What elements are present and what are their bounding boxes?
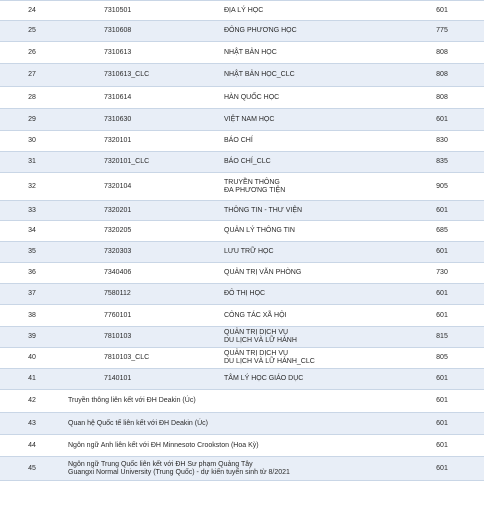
row-number — [0, 242, 64, 263]
major-code — [64, 152, 216, 173]
table-row — [0, 348, 484, 369]
score — [400, 221, 484, 242]
row-number — [0, 413, 64, 435]
row-number-text: 38 — [28, 311, 36, 319]
table-row — [0, 1, 484, 21]
major-name-text: VIỆT NAM HỌC — [224, 115, 275, 123]
major-name — [216, 305, 400, 327]
major-code-text: 7140101 — [104, 375, 132, 382]
major-code-text: 7320303 — [104, 248, 132, 255]
program-name-text: Quan hệ Quốc tế liên kết với ĐH Deakin (Úc) — [68, 419, 208, 427]
major-code-text: 7320101_CLC — [104, 158, 150, 165]
row-number-text: 28 — [28, 93, 36, 101]
major-code — [64, 109, 216, 131]
major-name — [216, 263, 400, 284]
major-name — [216, 131, 400, 152]
row-number-text: 43 — [28, 419, 36, 427]
row-number — [0, 64, 64, 87]
major-code — [64, 173, 216, 201]
major-name-text: THÔNG TIN - THƯ VIỆN — [224, 206, 303, 214]
major-code-text: 7810103 — [104, 333, 132, 340]
major-name-text: BÁO CHÍ_CLC — [224, 158, 271, 165]
major-code — [64, 87, 216, 109]
major-name-text: ĐA PHƯƠNG TIỆN — [224, 186, 286, 194]
major-name — [216, 42, 400, 64]
score — [400, 348, 484, 369]
row-number — [0, 435, 64, 457]
major-code — [64, 221, 216, 242]
row-number-text: 34 — [28, 227, 36, 234]
major-name — [216, 348, 400, 369]
row-number-text: 40 — [28, 354, 36, 361]
row-number — [0, 152, 64, 173]
major-code — [64, 369, 216, 390]
table-row — [0, 305, 484, 327]
row-number-text: 27 — [28, 71, 36, 78]
table-row — [0, 201, 484, 221]
program-name — [64, 390, 400, 413]
score — [400, 201, 484, 221]
score — [400, 21, 484, 42]
score-text: 685 — [436, 227, 448, 234]
major-name — [216, 152, 400, 173]
score — [400, 1, 484, 21]
major-code — [64, 201, 216, 221]
row-number-text: 30 — [28, 137, 36, 144]
major-name — [216, 201, 400, 221]
score-text: 601 — [436, 115, 448, 123]
row-number-text: 35 — [28, 248, 36, 255]
score-text: 601 — [436, 441, 448, 449]
major-code — [64, 131, 216, 152]
score — [400, 131, 484, 152]
row-number — [0, 109, 64, 131]
score — [400, 457, 484, 481]
major-name — [216, 221, 400, 242]
score — [400, 305, 484, 327]
score — [400, 327, 484, 348]
table-row — [0, 413, 484, 435]
row-number — [0, 457, 64, 481]
score-text: 601 — [436, 464, 448, 472]
table-row — [0, 42, 484, 64]
score-text: 601 — [436, 311, 448, 319]
score-text: 830 — [436, 137, 448, 144]
row-number-text: 44 — [28, 441, 36, 449]
major-code-text: 7310501 — [104, 6, 132, 14]
program-name-text: Guangxi Normal University (Trung Quốc) - dự kiến tuyển sinh từ 8/2021 — [68, 468, 290, 476]
score — [400, 64, 484, 87]
major-name-text: BÁO CHÍ — [224, 137, 253, 144]
major-code-text: 7810103_CLC — [104, 354, 150, 361]
table-row — [0, 21, 484, 42]
program-name-text: Ngôn ngữ Anh liên kết với ĐH Minnesoto Crookston (Hoa Kỳ) — [68, 441, 259, 449]
score — [400, 173, 484, 201]
score-text: 601 — [436, 6, 448, 14]
row-number — [0, 42, 64, 64]
major-code — [64, 21, 216, 42]
major-code-text: 7310614 — [104, 93, 132, 101]
table-row — [0, 390, 484, 413]
row-number — [0, 369, 64, 390]
score — [400, 413, 484, 435]
major-code — [64, 348, 216, 369]
row-number-text: 31 — [28, 158, 36, 165]
table-row — [0, 109, 484, 131]
table-row — [0, 221, 484, 242]
major-name-text: QUẢN LÝ THÔNG TIN — [224, 227, 295, 234]
row-number — [0, 1, 64, 21]
score-text: 805 — [436, 354, 448, 361]
row-number-text: 33 — [28, 206, 36, 214]
major-code-text: 7310613 — [104, 48, 132, 56]
major-code — [64, 242, 216, 263]
major-name — [216, 87, 400, 109]
row-number — [0, 348, 64, 369]
major-name — [216, 21, 400, 42]
major-code — [64, 305, 216, 327]
major-code-text: 7340406 — [104, 269, 132, 276]
major-code-text: 7320104 — [104, 182, 132, 190]
score-text: 730 — [436, 269, 448, 276]
major-name — [216, 109, 400, 131]
score-text: 808 — [436, 93, 448, 101]
major-code-text: 7320205 — [104, 227, 132, 234]
major-name-text: ĐÔ THỊ HỌC — [224, 290, 266, 297]
row-number-text: 41 — [28, 375, 36, 382]
major-name-text: QUẢN TRỊ DỊCH VỤ — [224, 329, 289, 336]
row-number — [0, 173, 64, 201]
row-number — [0, 263, 64, 284]
major-name-text: ĐỊA LÝ HỌC — [224, 6, 264, 14]
major-name-text: HÀN QUỐC HỌC — [224, 93, 280, 101]
row-number — [0, 201, 64, 221]
table-row — [0, 284, 484, 305]
score — [400, 369, 484, 390]
major-code-text: 7310630 — [104, 115, 132, 123]
table-row — [0, 457, 484, 481]
major-name — [216, 173, 400, 201]
row-number — [0, 131, 64, 152]
row-number-text: 39 — [28, 333, 36, 340]
major-code-text: 7580112 — [104, 290, 131, 297]
major-name-text: QUẢN TRỊ VĂN PHÒNG — [224, 269, 302, 276]
major-code-text: 7320101 — [104, 137, 132, 144]
row-number — [0, 21, 64, 42]
major-code-text: 7310608 — [104, 27, 132, 34]
score-text: 835 — [436, 158, 448, 165]
score — [400, 284, 484, 305]
major-code — [64, 64, 216, 87]
major-name-text: DU LỊCH VÀ LỮ HÀNH — [224, 337, 297, 344]
score-text: 775 — [436, 27, 448, 34]
table-row — [0, 87, 484, 109]
score — [400, 263, 484, 284]
table-row — [0, 64, 484, 87]
table-row — [0, 435, 484, 457]
major-code — [64, 42, 216, 64]
major-code — [64, 1, 216, 21]
major-name-text: ĐÔNG PHƯƠNG HỌC — [224, 27, 297, 34]
major-name-text: NHẬT BẢN HỌC — [224, 48, 277, 56]
row-number — [0, 390, 64, 413]
major-code — [64, 284, 216, 305]
score — [400, 87, 484, 109]
major-code — [64, 327, 216, 348]
row-number-text: 32 — [28, 182, 36, 190]
score-text: 601 — [436, 206, 448, 214]
score-text: 905 — [436, 182, 448, 190]
score — [400, 435, 484, 457]
score — [400, 42, 484, 64]
major-name — [216, 64, 400, 87]
row-number-text: 24 — [28, 6, 36, 14]
score-text: 601 — [436, 248, 448, 255]
major-name-text: QUẢN TRỊ DỊCH VỤ — [224, 350, 289, 357]
row-number-text: 42 — [28, 397, 36, 404]
program-name — [64, 413, 400, 435]
row-number — [0, 327, 64, 348]
table-row — [0, 242, 484, 263]
score — [400, 109, 484, 131]
table-row — [0, 263, 484, 284]
score-text: 815 — [436, 333, 448, 340]
program-name — [64, 435, 400, 457]
row-number — [0, 221, 64, 242]
row-number-text: 36 — [28, 269, 36, 276]
score — [400, 390, 484, 413]
program-name-text: Ngôn ngữ Trung Quốc liên kết với ĐH Sư phạm Quảng Tây — [68, 460, 253, 468]
major-code-text: 7320201 — [104, 206, 132, 214]
score — [400, 152, 484, 173]
major-code-text: 7760101 — [104, 311, 132, 319]
major-code — [64, 263, 216, 284]
row-number — [0, 305, 64, 327]
table-row — [0, 152, 484, 173]
table-row — [0, 369, 484, 390]
table-body — [0, 1, 484, 481]
major-name-text: TRUYỀN THÔNG — [224, 178, 280, 186]
row-number — [0, 87, 64, 109]
major-name — [216, 284, 400, 305]
major-name-text: DU LỊCH VÀ LỮ HÀNH_CLC — [224, 358, 315, 365]
score-text: 601 — [436, 290, 448, 297]
row-number-text: 25 — [28, 27, 36, 34]
score-text: 601 — [436, 375, 448, 382]
row-number-text: 37 — [28, 290, 36, 297]
row-number — [0, 284, 64, 305]
major-name — [216, 242, 400, 263]
score-text: 601 — [436, 419, 448, 427]
table-row — [0, 327, 484, 348]
major-name-text: CÔNG TÁC XÃ HỘI — [224, 311, 287, 319]
major-name — [216, 327, 400, 348]
score-text: 601 — [436, 397, 448, 404]
row-number-text: 26 — [28, 48, 36, 56]
major-name-text: NHẬT BẢN HỌC_CLC — [224, 71, 295, 78]
major-name — [216, 369, 400, 390]
score-text: 808 — [436, 48, 448, 56]
program-name-text: Truyền thông liên kết với ĐH Deakin (Úc) — [68, 397, 196, 404]
major-name-text: TÂM LÝ HỌC GIÁO DỤC — [224, 375, 304, 382]
table-row — [0, 131, 484, 152]
program-name — [64, 457, 400, 481]
table-row — [0, 173, 484, 201]
major-name-text: LƯU TRỮ HỌC — [224, 248, 274, 255]
major-name — [216, 1, 400, 21]
major-code-text: 7310613_CLC — [104, 71, 150, 78]
score — [400, 242, 484, 263]
row-number-text: 29 — [28, 115, 36, 123]
row-number-text: 45 — [28, 464, 36, 472]
score-text: 808 — [436, 71, 448, 78]
